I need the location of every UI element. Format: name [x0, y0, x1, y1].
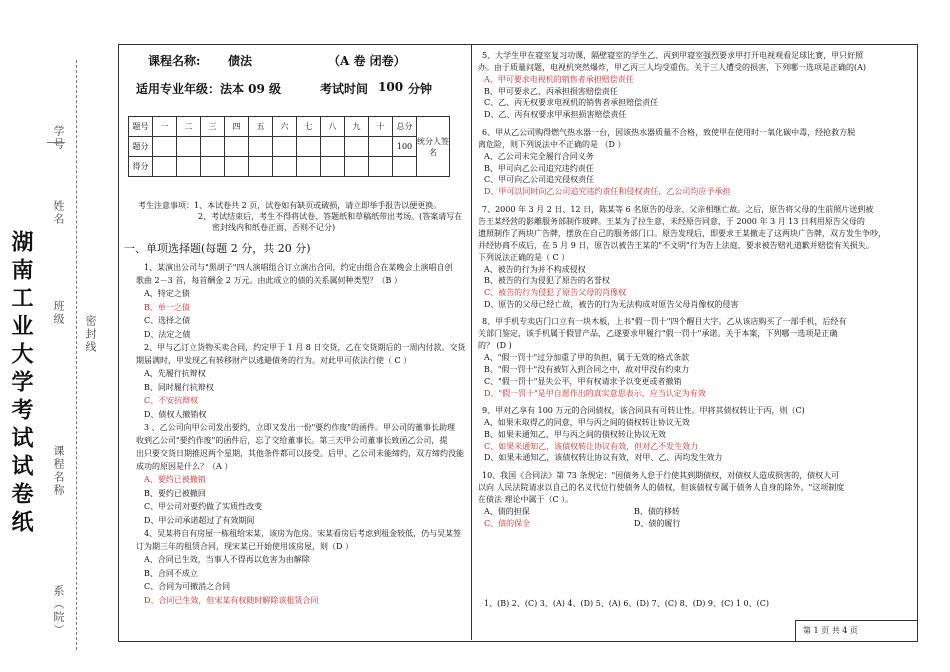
option: C、合同为可撤消之合同 [144, 582, 231, 591]
option: B、甲可向乙公司追究违约责任 [484, 163, 594, 173]
score-col: 二 [177, 117, 201, 137]
score-col: 四 [225, 117, 249, 137]
question-stem: 成功的原因是什么？（A ） [136, 462, 233, 471]
option: D、债的履行 [634, 518, 681, 528]
option-correct: A、甲可要求电视机的销售者承担赔偿责任 [484, 75, 634, 84]
question-stem: 收到乙公司"要约作废"的函件后，忘了交给董事长。第三天甲公司董事长致函乙公司，提 [136, 436, 448, 445]
option: A、特定之债 [144, 289, 190, 298]
question-stem: 以向 人民法院请求以自己的名义代位行使债务人的债权，但该债权专属于债务人自身的除外。"这项制度 [478, 483, 845, 492]
time-unit: 分钟 [408, 82, 433, 96]
option: C、甲公司对要约做了实质性改变 [144, 502, 263, 511]
course-label: 课程名称: [148, 54, 201, 68]
score-row-label: 得分 [129, 157, 153, 177]
option: B、债的移转 [634, 507, 680, 516]
score-col: 五 [249, 117, 273, 137]
score-col: 九 [345, 117, 369, 137]
option: C、乙、丙无权要求电视机的销售者承担赔偿责任 [484, 98, 659, 108]
question-stem: 期届满时，甲发现乙有转移财产以逃避债务的行为。对此甲可依法行使（ C ） [136, 356, 412, 365]
option: B、被告的行为侵犯了原告的名誉权 [484, 276, 610, 286]
answer-key: 1、(B) 2、(C) 3、(A) 4、(D) 5、(A) 6、(D) 7、(C) 8、(D) 9、(C) 1 0、(C) [484, 599, 769, 608]
option: D、甲公司承诺超过了有效期间 [144, 515, 255, 525]
question-stem: 下列说法正确的是（ C ） [478, 252, 570, 262]
question-stem: 的？ (D ) [478, 341, 512, 351]
notes-line2: 2、考试结束后，考生不得将试卷、答题纸和草稿纸带出考场。(答案请写在 [198, 212, 463, 221]
question-stem: 9、甲对乙享有 100 万元的合同债权，该合同具有可转让性。甲将其债权转让于丙，则（C) [482, 406, 805, 416]
option: B、甲可要求乙、丙承担损害赔偿责任 [484, 86, 618, 96]
section-title: 一、单项选择题(每题 2 分，共 20 分) [124, 242, 311, 255]
question-stem: 2、甲与乙订立货物买卖合同，约定甲于 1 月 8 日交货，乙在交货期后的一周内付款。交货 [144, 343, 466, 352]
score-col: 六 [273, 117, 297, 137]
school-paper-label: 湖南工业大学考试试卷纸 [8, 230, 34, 538]
notes-line1: 考生注意事项：1、本试卷共 2 页，试卷如有缺页或破损，请立即举手报告以便更换。 [138, 201, 442, 210]
option: D、法定之债 [144, 329, 191, 339]
seal-line-label: 密封线 [84, 315, 97, 354]
option-correct: A、要约已被撤销 [144, 475, 206, 484]
question-stem: 6、甲从乙公司购得燃气热水器一台，因该热水器质量不合格，致使甲在使用时一氧化碳中毒，经抢救方脱 [482, 127, 856, 137]
option: A、先履行抗辩权 [144, 369, 206, 378]
question-stem: 出只要交货日期推迟两个星期，其他条件都可以接受。后甲、乙公司未能缔约，双方缔约没能 [136, 449, 464, 458]
question-stem: 8、甲手机专卖店门口立有一块木板，上书"假一罚十"四个醒目大字。乙从该店购买了一部手机，后经有 [482, 317, 847, 327]
option-correct: D、合同已生效，但宋某有权随时解除该租赁合同 [144, 595, 319, 605]
option: A、债的担保 [484, 507, 530, 516]
option: B、如果未通知乙，甲与丙之间的债权转让协议无效 [484, 429, 666, 439]
field-student-id: 学号 [52, 125, 65, 151]
score-col-total: 总分 [393, 117, 417, 137]
paper-type: （A 卷 闭卷） [328, 54, 406, 68]
option: D、如果未通知乙，该债权转让协议有效，对甲、乙、丙均发生效力 [484, 453, 723, 463]
option: A、乙公司未完全履行合同义务 [484, 151, 594, 161]
question-stem: 10、我国《合同法》第 73 条规定："因债务人怠于行使其到期债权，对债权人造成损害的，债权人可 [482, 471, 840, 480]
option: B、"假一罚十"没有被钉入到合同之中，故对甲没有约束力 [484, 365, 690, 375]
question-stem: 遗照制作了两块广告牌，摆放在自己的服务部门口。原告发现后，即要求王某撤走了这两块广告牌，双方发生争吵， [478, 228, 886, 238]
score-col: 八 [321, 117, 345, 137]
time-label: 考试时间 [320, 82, 369, 96]
field-course: 课程名称 [52, 445, 65, 497]
question-stem: 1、某演出公司与"黑胡子"四人演唱组合订立演出合同，约定由组合在某晚会上演唱自创 [144, 263, 453, 272]
question-stem: 订为期三年的租赁合同，现宋某已开始使用该房屋，则（D ） [136, 542, 353, 551]
question-stem: 告王某经营的影雕服务部制作玻碑。王某为了拉生意，未经原告同意，于 2000 年 3 月 13 日利用原告父母的 [478, 216, 865, 226]
option: D、乙、丙有权要求甲承担损害赔偿责任 [484, 110, 627, 120]
time-value: 100 [378, 80, 404, 94]
total-score: 100 [393, 137, 417, 157]
major-label: 适用专业年级：法本 09 级 [136, 82, 282, 96]
question-stem: 歌曲 2－3 首，每首酬金 2 万元。由此成立的债的关系属何种类型？（B ） [136, 276, 402, 285]
option-correct: C、如果未通知乙，该债权转让协议有效，但对乙不发生效力 [484, 441, 699, 451]
question-stem: 4、吴某将自有房屋一栋租给宋某，该房为危房。宋某看房后考虑到租金较低，仍与吴某签 [144, 529, 462, 538]
option-correct: C、不安抗辩权 [144, 396, 199, 405]
question-stem: 7、2000 年 3 月 2 日、12 日，陈某等 6 名原告的母亲、父亲相继亡故。之后，原告将父母的生前照片送到被 [482, 204, 874, 214]
option: A、合同已生效，当事人不得再以危害为由解除 [144, 555, 310, 564]
option: D、债权人撤销权 [144, 409, 207, 419]
option-correct: C、被告的行为侵犯了原告父母的肖像权 [484, 288, 627, 297]
option-correct: C、债的保全 [484, 518, 531, 528]
option: C、选择之债 [144, 316, 191, 325]
notes-line3: 密封线内和纸卷正面，否则不记分) [212, 223, 336, 232]
question-stem: 办。由于质量问题，电视机突然爆炸，甲乙丙三人均受重伤。关于三人遭受的损害，下列哪一选项是正确的(A) [478, 63, 867, 72]
field-department: 系（院） [52, 585, 65, 637]
question-stem: 3 、乙公司向甲公司发出要约，立即又发出一份"要约作废"的函件。甲公司的董事长助理 [144, 423, 455, 432]
score-col: 十 [369, 117, 393, 137]
question-stem: 离危险，则下列说法中不正确的是 （D ） [478, 139, 626, 149]
score-col: 七 [297, 117, 321, 137]
option-correct: B、单一之债 [144, 302, 190, 312]
score-col: 三 [201, 117, 225, 137]
option-correct: D、"假一罚十"是甲自愿作出的真实意思表示，应当认定为有效 [484, 388, 706, 398]
course-name: 债法 [228, 54, 253, 68]
option: A、被告的行为并不构成侵权 [484, 264, 586, 274]
option: C、甲可向乙公司追究侵权责任 [484, 175, 595, 185]
option-correct: D、甲可以同时向乙公司追究违约责任和侵权责任，乙公司均应予承担 [484, 186, 731, 196]
option: B、同时履行抗辩权 [144, 382, 214, 392]
option: D、原告的父母已经亡故，被告的行为无法构成对原告父母肖像权的侵害 [484, 299, 739, 309]
question-stem: 5、大学生甲在寝室复习功课，隔壁寝室的学生乙、丙到甲寝室强烈要求甲打开电视观看足球比赛，甲只好照 [482, 51, 864, 60]
option: A、"假一罚十"过分加重了甲的负担，属于无效的格式条款 [484, 353, 690, 363]
page-number: 第 1 页 共 4 页 [803, 626, 858, 635]
question-stem: 并经协商不成后，在 5 月 9 日，原告以被告王某的"不文明"行为告上法庭，要求被告赔礼道歉并赔偿有关损失。 [478, 240, 874, 250]
field-class: 班级 [52, 300, 65, 326]
field-name: 姓名 [52, 200, 65, 226]
score-col: 一 [153, 117, 177, 137]
option: B、要约已被撤回 [144, 488, 206, 498]
score-row-label: 题号 [129, 117, 153, 137]
option: B、合同不成立 [144, 568, 198, 578]
column-divider [471, 44, 472, 640]
question-stem: 在债法 理论中属于（C ）。 [478, 495, 574, 504]
seal-dashed-line [76, 60, 77, 650]
marker-signature: 统分人签名 [417, 117, 450, 177]
score-row-label: 题分 [129, 137, 153, 157]
option: A、如果未取得乙的同意，甲与丙之间的债权转让协议无效 [484, 418, 690, 428]
option: C、"假一罚十"显失公平，甲有权请求予以变更或者撤销 [484, 376, 682, 386]
field-line [47, 142, 65, 143]
question-stem: 关部门鉴定，该手机属于假冒产品，乙遂要求甲履行"假一罚十"承诺。关于本案，下列哪一选项是正确 [478, 329, 838, 339]
score-table [128, 116, 450, 177]
